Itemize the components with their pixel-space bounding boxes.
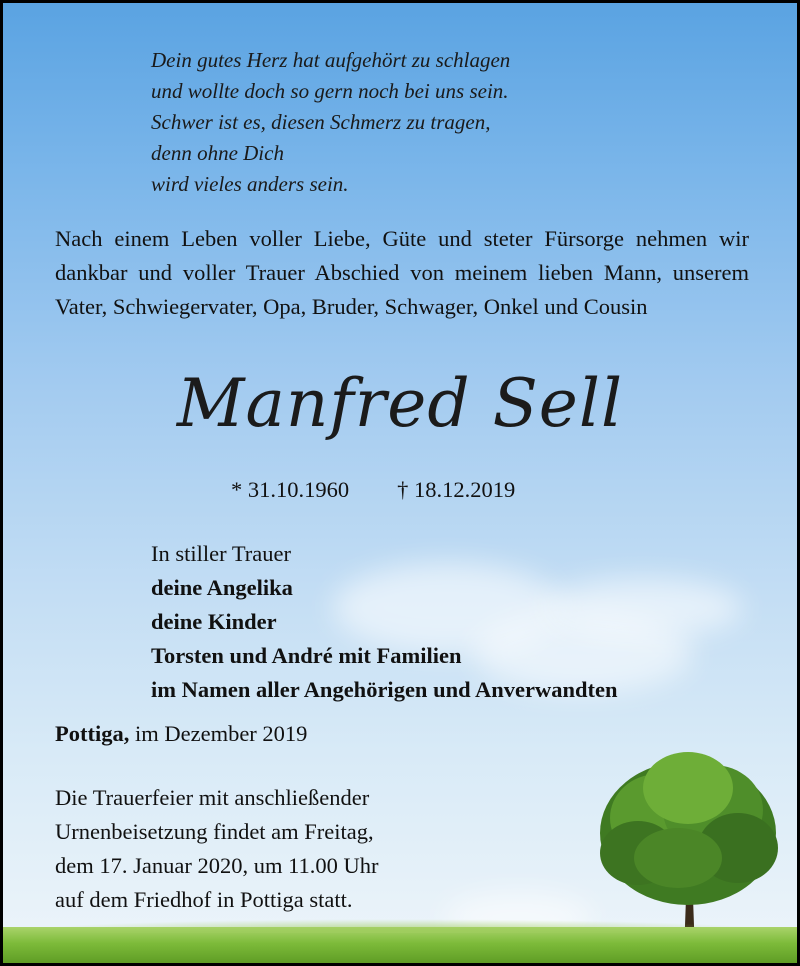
mourner-line: deine Kinder <box>151 609 277 634</box>
funeral-line: Urnenbeisetzung findet am Freitag, <box>55 819 374 844</box>
poem <box>151 45 510 200</box>
funeral-info <box>55 781 379 917</box>
obituary-card <box>3 3 797 963</box>
funeral-line: dem 17. Januar 2020, um 11.00 Uhr <box>55 853 379 878</box>
grass-strip <box>3 927 797 963</box>
poem-line: Schwer ist es, diesen Schmerz zu tragen, <box>151 110 491 134</box>
mourners-list <box>151 537 618 707</box>
place-town: Pottiga, <box>55 721 130 746</box>
funeral-line: Die Trauerfeier mit anschließender <box>55 785 370 810</box>
poem-line: Dein gutes Herz hat aufgehört zu schlagen <box>151 48 511 72</box>
poem-line: denn ohne Dich <box>151 141 284 165</box>
life-dates <box>231 477 515 503</box>
deceased-name: Manfred Sell <box>176 365 624 442</box>
intro-text: Nach einem Leben voller Liebe, Güte und steter Fürsorge nehmen wir dankbar und voller Trauer Abschied von meinem lieben Mann, unserem Vater, Schwiegervater, Opa, Bruder, Schwager, Onkel und Cousin <box>55 226 749 319</box>
mourner-line: Torsten und André mit Familien <box>151 643 462 668</box>
poem-line: und wollte doch so gern noch bei uns sein. <box>151 79 509 103</box>
birth-date: * 31.10.1960 <box>231 477 350 502</box>
funeral-line: auf dem Friedhof in Pottiga statt. <box>55 887 353 912</box>
poem-line: wird vieles anders sein. <box>151 172 349 196</box>
place-month: im Dezember 2019 <box>134 721 308 746</box>
place-date <box>55 721 307 747</box>
mourners-lead: In stiller Trauer <box>151 541 291 566</box>
mourner-line: deine Angelika <box>151 575 293 600</box>
mourner-line: im Namen aller Angehörigen und Anverwandten <box>151 677 618 702</box>
death-date: † 18.12.2019 <box>397 477 516 502</box>
